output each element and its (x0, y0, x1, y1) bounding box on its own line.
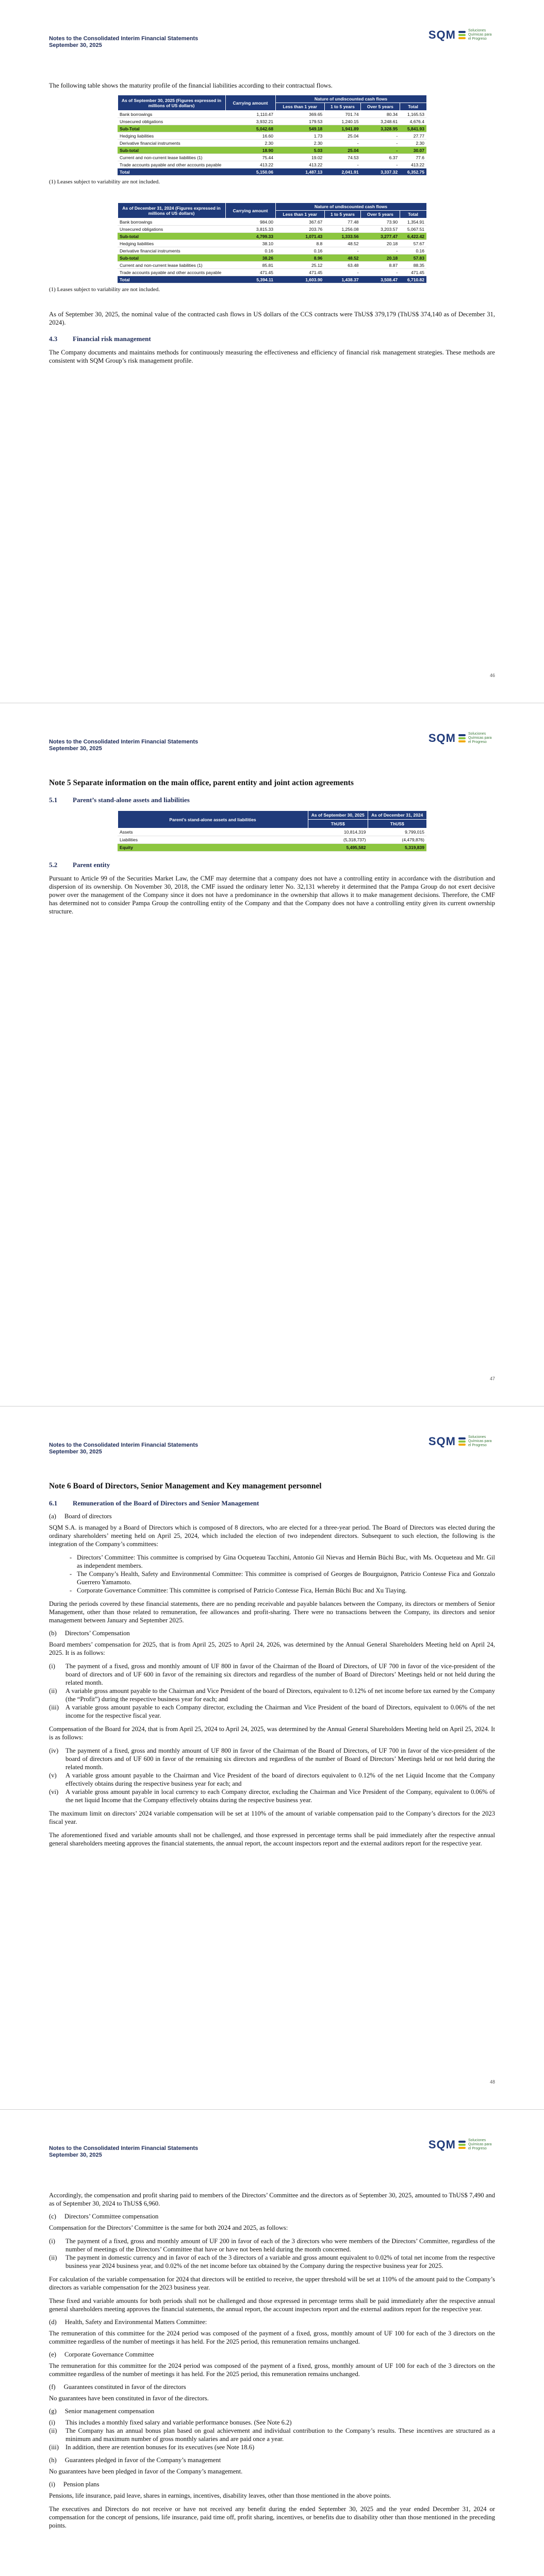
cell-value: 3,277.47 (361, 233, 400, 240)
cell-value: 1,071.43 (275, 233, 324, 240)
cell-value: 701.74 (324, 111, 360, 118)
cell-value: 6,422.42 (400, 233, 426, 240)
paragraph: The remuneration for this committee for the 2024 period was composed of the payment of a fixed, gross, monthly amount of UF 100 for each of the 3 directors on the committee regardless of the number of meetings it has held. For the 2025 period, this remuneration remains unchanged. (49, 2362, 495, 2378)
subsection-heading: (i) Pension plans (49, 2481, 100, 2488)
cell-value: 1,110.47 (225, 111, 275, 118)
cell-value: 471.45 (275, 269, 324, 276)
cell-value: 549.18 (275, 125, 324, 132)
cell-value: 4,799.33 (225, 233, 275, 240)
paragraph: For calculation of the variable compensation for 2024 that directors will be entitled to receive, the upper threshold will be set at 110% of the amount paid to the Company’s directors as variable compensation for the 2023 business year. (49, 2276, 495, 2291)
cell-value: - (324, 247, 360, 255)
cell-value: 57.83 (400, 255, 426, 262)
cell-value: - (324, 269, 360, 276)
cell-value: 5,319,839 (368, 844, 426, 852)
table-row (118, 828, 426, 836)
intro-paragraph: The following table shows the maturity profile of the financial liabilities according to their contractual flows. (49, 82, 333, 89)
list-item: (i) The payment of a fixed, gross and monthly amount of UF 800 in favor of the Chairman of the Board of Directors, of UF 700 in favor of the vice-president of the board of directors and of UF 600 in favor of the remaining six directors and regardless of the number of Board of Directors’ Meetings held or not held during the related month. (49, 1663, 495, 1686)
header-title: Notes to the Consolidated Interim Financial Statements September 30, 2025 (49, 1442, 199, 1455)
cell-value: 413.22 (400, 161, 426, 168)
cell-value: 6.37 (361, 154, 400, 161)
table-row (118, 262, 426, 269)
header-title: Notes to the Consolidated Interim Financial Statements September 30, 2025 (49, 739, 199, 752)
cell-value: - (361, 132, 400, 140)
cell-value: 0.16 (400, 247, 426, 255)
cell-value: 1,941.89 (324, 125, 360, 132)
list-item: (i) The payment of a fixed, gross and monthly amount of UF 200 in favor of each of the 3 directors who were members of the Directors’ Committee, regardless of the number of meetings of the Directors’ Committee that have or have not been held during the month concerned. (49, 2238, 495, 2253)
row-label: Hedging liabilities (118, 240, 225, 247)
cell-value: - (324, 161, 360, 168)
list-item: - The Company’s Health, Safety and Environmental Committee: This committee is comprised of Georges de Bourguignon, Patricio Contesse Fica and Gonzalo Guerrero Yamamoto. (77, 1570, 495, 1586)
table-row (118, 247, 426, 255)
table-footnote: (1) Leases subject to variability are not included. (49, 179, 160, 185)
row-label: Equity (118, 844, 308, 852)
table-row (118, 132, 426, 140)
cell-value: 367.67 (275, 218, 324, 226)
cell-value: 8.8 (275, 240, 324, 247)
cell-value: 20.18 (361, 255, 400, 262)
row-label: Sub-total (118, 147, 225, 154)
cell-value: 3,508.47 (361, 276, 400, 283)
cell-value: 48.52 (324, 240, 360, 247)
cell-value: 1,240.15 (324, 118, 360, 125)
cell-value: 16.60 (225, 132, 275, 140)
cell-value: 73.90 (361, 218, 400, 226)
cell-value: 8.96 (275, 255, 324, 262)
list-item: - Corporate Governance Committee: This committee is comprised of Patricio Contesse Fica, Hernán Büchi Buc and Xu Tiaying. (77, 1586, 495, 1595)
cell-value: - (361, 161, 400, 168)
paragraph: Pensions, life insurance, paid leave, shares in earnings, incentives, disability leaves, other than those mentioned in the above points. (49, 2492, 391, 2499)
list-item: (iii) A variable gross amount payable to each Company director, excluding the Chairman and Vice President of the board of Directors, equivalent to 0.06% of the net income for the respective fiscal year. (49, 1704, 495, 1719)
cell-value: 9,799,015 (368, 828, 426, 836)
cell-value: 369.65 (275, 111, 324, 118)
cell-value: 1,354.91 (400, 218, 426, 226)
cell-value: 25.04 (324, 147, 360, 154)
maturity-table-2025: As of September 30, 2025 (Figures expressed in millions of US dollars) Carrying amount Nature of undiscounted cash flows Less than 1 year 1 to 5 years Over 5 years Total Bank borrowings 1,110.47 369.65 701.74 80.34 1,165.53 Unsecured obligations 3,932.21 179.53 1,240.15 3,248.61 4,676.4 Sub-Total 5,042.68 549.18 1,941.89 3,328.95 5,841.93 Hedging liabilities 16.60 1.73 25.04 - 27.77 Derivative financial instruments 2.30 2.30 - - 2.30 Sub-total 18.90 5.03 25.04 - 30.07 Current and non-current lease liabilities (1) 75.44 19.02 74.53 6.37 77.6 Trade accounts payable and other accounts payable 413.22 413.22 - - 413.22 Total 5,150.06 1,487.13 2,041.91 3,337.32 6,352.75 (118, 95, 427, 176)
paragraph: Compensation for the Directors’ Committee is the same for both 2024 and 2025, as follows: (49, 2224, 288, 2231)
subsection-heading: (b) Directors’ Compensation (49, 1630, 130, 1637)
cell-value: 5.03 (275, 147, 324, 154)
cell-value: 3,203.57 (361, 226, 400, 233)
table-row (118, 240, 426, 247)
row-label: Trade accounts payable and other accounts payable (118, 161, 225, 168)
cell-value: - (324, 140, 360, 147)
row-label: Current and non-current lease liabilities (1) (118, 262, 225, 269)
row-label: Sub-Total (118, 125, 225, 132)
table-row (118, 269, 426, 276)
page-49 (0, 2110, 544, 2576)
paragraph: Board members’ compensation for 2025, that is from April 25, 2025 to April 24, 2026, was determined by the Annual General Shareholders Meeting held on April 24, 2025. It is as follows: (49, 1641, 495, 1656)
cell-value: - (361, 140, 400, 147)
cell-value: 2,041.91 (324, 168, 360, 176)
paragraph: The aforementioned fixed and variable amounts shall not be challenged, and those expressed in percentage terms shall be paid immediately after the respective annual general shareholders meeting approves the financial statements, the annual report, the account inspectors report and the external auditors report for the respective year. (49, 1832, 495, 1847)
cell-value: 3,815.33 (225, 226, 275, 233)
paragraph: These fixed and variable amounts for both periods shall not be challenged and those expressed in percentage terms shall be paid immediately after the respective annual general shareholders meeting approves the financial statements, the annual report, the account inspectors report and the external auditors report for the respective year. (49, 2297, 495, 2313)
compensation-list-2024 (49, 1747, 495, 1804)
cell-value: 2.30 (275, 140, 324, 147)
cell-value: 5,042.68 (225, 125, 275, 132)
cell-value: 2.30 (225, 140, 275, 147)
cell-value: 63.48 (324, 262, 360, 269)
row-label: Sub-total (118, 255, 225, 262)
paragraph: The remuneration of this committee for the 2024 period was composed of the payment of a fixed, gross, monthly amount of UF 100 for each of the 3 directors on the committee regardless of the number of meetings it has held. For the 2025 period, this remuneration remains unchanged. (49, 2330, 495, 2345)
cell-value: 77.48 (324, 218, 360, 226)
cell-value: 1,603.90 (275, 276, 324, 283)
parent-standalone-table: Parent’s stand-alone assets and liabilities As of September 30, 2025 As of December 31, 2024 ThUS$ ThUS$ Assets 10,814,319 9,799,015 Liabilities (5,318,737) (4,479,876) Equity 5,495,582 5,319,839 (118, 810, 427, 852)
compensation-list-2025 (49, 1662, 495, 1720)
page-header (49, 28, 495, 53)
cell-value: 6,352.75 (400, 168, 426, 176)
logo-mark-icon (458, 1437, 466, 1446)
cell-value: 75.44 (225, 154, 275, 161)
cell-value: 3,932.21 (225, 118, 275, 125)
cell-value: 0.16 (275, 247, 324, 255)
table-row (118, 276, 426, 283)
table-row (118, 111, 426, 118)
subsection-heading: (a) Board of directors (49, 1513, 112, 1520)
table-row (118, 147, 426, 154)
cell-value: 38.26 (225, 255, 275, 262)
cell-value: 1,487.13 (275, 168, 324, 176)
section-paragraph: Pursuant to Article 99 of the Securities Market Law, the CMF may determine that a company does not have a controlling entity in accordance with the distribution and dispersion of its ownership. On November 30, 2018, the CMF issued the ordinary letter No. 32,131 whereby it determined that the Pampa Group do not exert decisive power over the management of the Company since it does not have a predominance in the ownership that allows it to make management decisions. Therefore, the CMF has determined not to consider Pampa Group the controlling entity of the Company and that the Company does not have a controlling entity given its current ownership structure. (49, 875, 495, 915)
page-number: 47 (489, 1376, 495, 1381)
cell-value: 20.18 (361, 240, 400, 247)
cell-value: 25.12 (275, 262, 324, 269)
cell-value: (4,479,876) (368, 836, 426, 844)
list-item: (i) This includes a monthly fixed salary and variable performance bonuses. (See Note 6.2) (49, 2419, 292, 2426)
cell-value: 30.07 (400, 147, 426, 154)
paragraph: The executives and Directors do not receive or have not received any benefit during the ended September 30, 2025 and the year ended December 31, 2024 or compensation for the concept of pensions, life insurance, paid time off, profit sharing, incentives, or benefits due to disability other than those mentioned in the preceding points. (49, 2505, 495, 2529)
cell-value: 2.30 (400, 140, 426, 147)
cell-value: 6,710.82 (400, 276, 426, 283)
cell-value: - (361, 269, 400, 276)
subsection-heading: (f) Guarantees constituted in favor of the directors (49, 2383, 186, 2391)
page-number: 48 (489, 2079, 495, 2084)
page-number: 46 (489, 673, 495, 678)
row-label: Bank borrowings (118, 218, 225, 226)
paragraph: The maximum limit on directors’ 2024 variable compensation will be set at 110% of the amount of variable compensation paid to the Company’s directors for the 2023 fiscal year. (49, 1810, 495, 1825)
row-label: Total (118, 276, 225, 283)
cell-value: 77.6 (400, 154, 426, 161)
subsection-heading: (e) Corporate Governance Committee (49, 2351, 154, 2358)
logo-mark-icon (458, 734, 466, 742)
row-label: Hedging liabilities (118, 132, 225, 140)
paragraph: Accordingly, the compensation and profit sharing paid to members of the Directors’ Committee and the directors as of September 30, 2025, amounted to ThUS$ 7,490 and as of September 30, 2024 to ThUS$ 6,960. (49, 2192, 495, 2207)
cell-value: 5,150.06 (225, 168, 275, 176)
header-title: Notes to the Consolidated Interim Financial Statements September 30, 2025 (49, 36, 199, 48)
section-heading: 5.1 Parent’s stand-alone assets and liabilities (49, 796, 190, 804)
table-row (118, 118, 426, 125)
cell-value: 8.87 (361, 262, 400, 269)
row-label: Current and non-current lease liabilities (1) (118, 154, 225, 161)
row-label: Bank borrowings (118, 111, 225, 118)
committee-list (49, 1553, 495, 1595)
committee-compensation-list (49, 2237, 495, 2270)
cell-value: 471.45 (225, 269, 275, 276)
page-header (49, 732, 495, 756)
cell-value: 85.81 (225, 262, 275, 269)
table-row (118, 255, 426, 262)
row-label: Total (118, 168, 225, 176)
maturity-table-2024: As of December 31, 2024 (Figures expressed in millions of US dollars) Carrying amount Nature of undiscounted cash flows Less than 1 year 1 to 5 years Over 5 years Total Bank borrowings 984.00 367.67 77.48 73.90 1,354.91 Unsecured obligations 3,815.33 203.76 1,256.08 3,203.57 5,067.51 Sub-total 4,799.33 1,071.43 1,333.56 3,277.47 6,422.42 Hedging liabilities 38.10 8.8 48.52 20.18 57.67 Derivative financial instruments 0.16 0.16 - - 0.16 Sub-total 38.26 8.96 48.52 20.18 57.83 Current and non-current lease liabilities (1) 85.81 25.12 63.48 8.87 88.35 Trade accounts payable and other accounts payable 471.45 471.45 - - 471.45 Total 5,394.11 1,603.90 1,438.37 3,508.47 6,710.82 (118, 202, 427, 283)
row-label: Derivative financial instruments (118, 247, 225, 255)
row-label: Unsecured obligations (118, 226, 225, 233)
cell-value: 413.22 (225, 161, 275, 168)
table-row (118, 154, 426, 161)
cell-value: 5,495,582 (308, 844, 368, 852)
cell-value: 4,676.4 (400, 118, 426, 125)
senior-management-list (49, 2418, 495, 2451)
row-label: Assets (118, 828, 308, 836)
table-row (118, 168, 426, 176)
cell-value: 0.16 (225, 247, 275, 255)
paragraph: Compensation of the Board for 2024, that is from April 25, 2024 to April 24, 2025, was determined by the Annual General Shareholders Meeting held on April 25, 2024. It is as follows: (49, 1725, 495, 1741)
cell-value: 80.34 (361, 111, 400, 118)
cell-value: 203.76 (275, 226, 324, 233)
sqm-logo: SQM Soluciones Químicas para el Progreso (428, 1435, 492, 1448)
cell-value: 19.02 (275, 154, 324, 161)
cell-value: 5,841.93 (400, 125, 426, 132)
cell-value: 18.90 (225, 147, 275, 154)
sqm-logo: SQM Soluciones Químicas para el Progreso (428, 2138, 492, 2151)
cell-value: 1,165.53 (400, 111, 426, 118)
cell-value: 413.22 (275, 161, 324, 168)
section-heading: 5.2 Parent entity (49, 861, 110, 869)
list-item: (iv) The payment of a fixed, gross and monthly amount of UF 800 in favor of the Chairman of the Board of Directors, of UF 700 in favor of the vice-president of the board of directors and of UF 600 in favor of the remaining six directors and regardless of the number of Board of Directors’ Meetings held or not held during the related month. (49, 1747, 495, 1771)
table-row (118, 140, 426, 147)
row-label: Sub-total (118, 233, 225, 240)
table-row (118, 125, 426, 132)
cell-value: - (361, 247, 400, 255)
section-heading: 4.3 Financial risk management (49, 335, 151, 343)
subsection-heading: (d) Health, Safety and Environmental Matters Committee: (49, 2318, 207, 2326)
row-label: Trade accounts payable and other accounts payable (118, 269, 225, 276)
page-47 (0, 703, 544, 1406)
section-heading: 6.1 Remuneration of the Board of Directors and Senior Management (49, 1499, 259, 1507)
cell-value: 57.67 (400, 240, 426, 247)
row-label: Derivative financial instruments (118, 140, 225, 147)
cell-value: 179.53 (275, 118, 324, 125)
page-46 (0, 0, 544, 703)
list-item: (iii) In addition, there are retention bonuses for its executives (see Note 18.6) (49, 2444, 255, 2451)
cell-value: 48.52 (324, 255, 360, 262)
paragraph: No guarantees have been constituted in favor of the directors. (49, 2395, 209, 2402)
table-row (118, 844, 426, 852)
cell-value: 5,394.11 (225, 276, 275, 283)
list-item: (v) A variable gross amount payable to the Chairman and Vice President of the board of directors equivalent to 0.12% of the net Liquid Income that the Company effectively obtains during the respective business year for each; and (49, 1772, 495, 1787)
cell-value: 984.00 (225, 218, 275, 226)
section-paragraph: The Company documents and maintains methods for continuously measuring the effectiveness and efficiency of financial risk management strategies. These methods are consistent with SQM Group’s risk management profile. (49, 349, 495, 364)
note-title: Note 5 Separate information on the main office, parent entity and joint action agreements (49, 778, 354, 787)
cell-value: 10,814,319 (308, 828, 368, 836)
paragraph: During the periods covered by these financial statements, there are no pending receivable and payable balances between the Company, its directors or members of Senior Management, other than those related to remuneration, fee allowances and profit-sharing. There were no transactions between the Company, its directors and senior management between January and September 2025. (49, 1600, 495, 1624)
list-item: - Directors’ Committee: This committee is comprised by Gina Ocqueteau Tacchini, Antonio Gil Nievas and Hernán Büchi Buc, with Ms. Ocqueteau and Mr. Gil as independent members. (77, 1553, 495, 1570)
table-row (118, 226, 426, 233)
table-row (118, 161, 426, 168)
note-title: Note 6 Board of Directors, Senior Management and Key management personnel (49, 1482, 322, 1490)
page-header (49, 2138, 495, 2163)
row-label: Liabilities (118, 836, 308, 844)
cell-value: 74.53 (324, 154, 360, 161)
sqm-logo: SQM Soluciones Químicas para el Progreso (428, 732, 492, 744)
nominal-paragraph: As of September 30, 2025, the nominal value of the contracted cash flows in US dollars of the CCS contracts were ThUS$ 379,179 (ThUS$ 374,140 as of December 31, 2024). (49, 311, 495, 326)
cell-value: - (361, 147, 400, 154)
table-row (118, 218, 426, 226)
cell-value: 88.35 (400, 262, 426, 269)
cell-value: 1,438.37 (324, 276, 360, 283)
row-label: Unsecured obligations (118, 118, 225, 125)
subsection-heading: (g) Senior management compensation (49, 2408, 155, 2415)
list-item: (ii) A variable gross amount payable to the Chairman and Vice President of the board of Directors, equivalent to 0.12% of net income before tax earned by the Company (the “Profit”) during the respective business year for each; and (49, 1687, 495, 1703)
list-item: (vi) A variable gross amount payable in local currency to each Company director, excluding the Chairman and Vice President of the Company, equivalent to 0.06% of the net liquid Income that the Company effectively obtains during the respective business year. (49, 1788, 495, 1804)
cell-value: (5,318,737) (308, 836, 368, 844)
cell-value: 3,248.61 (361, 118, 400, 125)
table-footnote: (1) Leases subject to variability are not included. (49, 286, 160, 293)
list-item: (ii) The Company has an annual bonus plan based on goal achievement and individual contribution to the Company’s results. These incentives are structured as a minimum and maximum number of gross monthly salaries and are paid once a year. (49, 2427, 495, 2443)
paragraph: SQM S.A. is managed by a Board of Directors which is composed of 8 directors, who are elected for a three-year period. The Board of Directors was elected during the ordinary shareholders’ meeting held on April 25, 2024, which included the election of two independent directors. Subsequent to such election, the following is the integration of the Company’s committees: (49, 1524, 495, 1548)
table-row (118, 836, 426, 844)
cell-value: 1,256.08 (324, 226, 360, 233)
sqm-logo: SQM Soluciones Químicas para el Progreso (428, 28, 492, 41)
cell-value: 471.45 (400, 269, 426, 276)
header-title: Notes to the Consolidated Interim Financial Statements September 30, 2025 (49, 2145, 199, 2158)
cell-value: 1,333.56 (324, 233, 360, 240)
page-48 (0, 1406, 544, 2110)
logo-mark-icon (458, 31, 466, 39)
cell-value: 3,328.95 (361, 125, 400, 132)
cell-value: 5,067.51 (400, 226, 426, 233)
cell-value: 25.04 (324, 132, 360, 140)
subsection-heading: (c) Directors’ Committee compensation (49, 2213, 159, 2220)
cell-value: 27.77 (400, 132, 426, 140)
cell-value: 3,337.32 (361, 168, 400, 176)
cell-value: 38.10 (225, 240, 275, 247)
list-item: (ii) The payment in domestic currency and in favor of each of the 3 directors of a variable and gross amount equivalent to 0.02% of total net income from the respective business year 2024 business year, and 0.02% of the net income before tax obtained by the Company during the respective business year for 2025. (49, 2254, 495, 2269)
subsection-heading: (h) Guarantees pledged in favor of the Company’s management (49, 2456, 221, 2464)
table-row (118, 233, 426, 240)
cell-value: 1.73 (275, 132, 324, 140)
paragraph: No guarantees have been pledged in favor of the Company’s management. (49, 2468, 243, 2475)
page-header (49, 1435, 495, 1460)
logo-mark-icon (458, 2141, 466, 2149)
